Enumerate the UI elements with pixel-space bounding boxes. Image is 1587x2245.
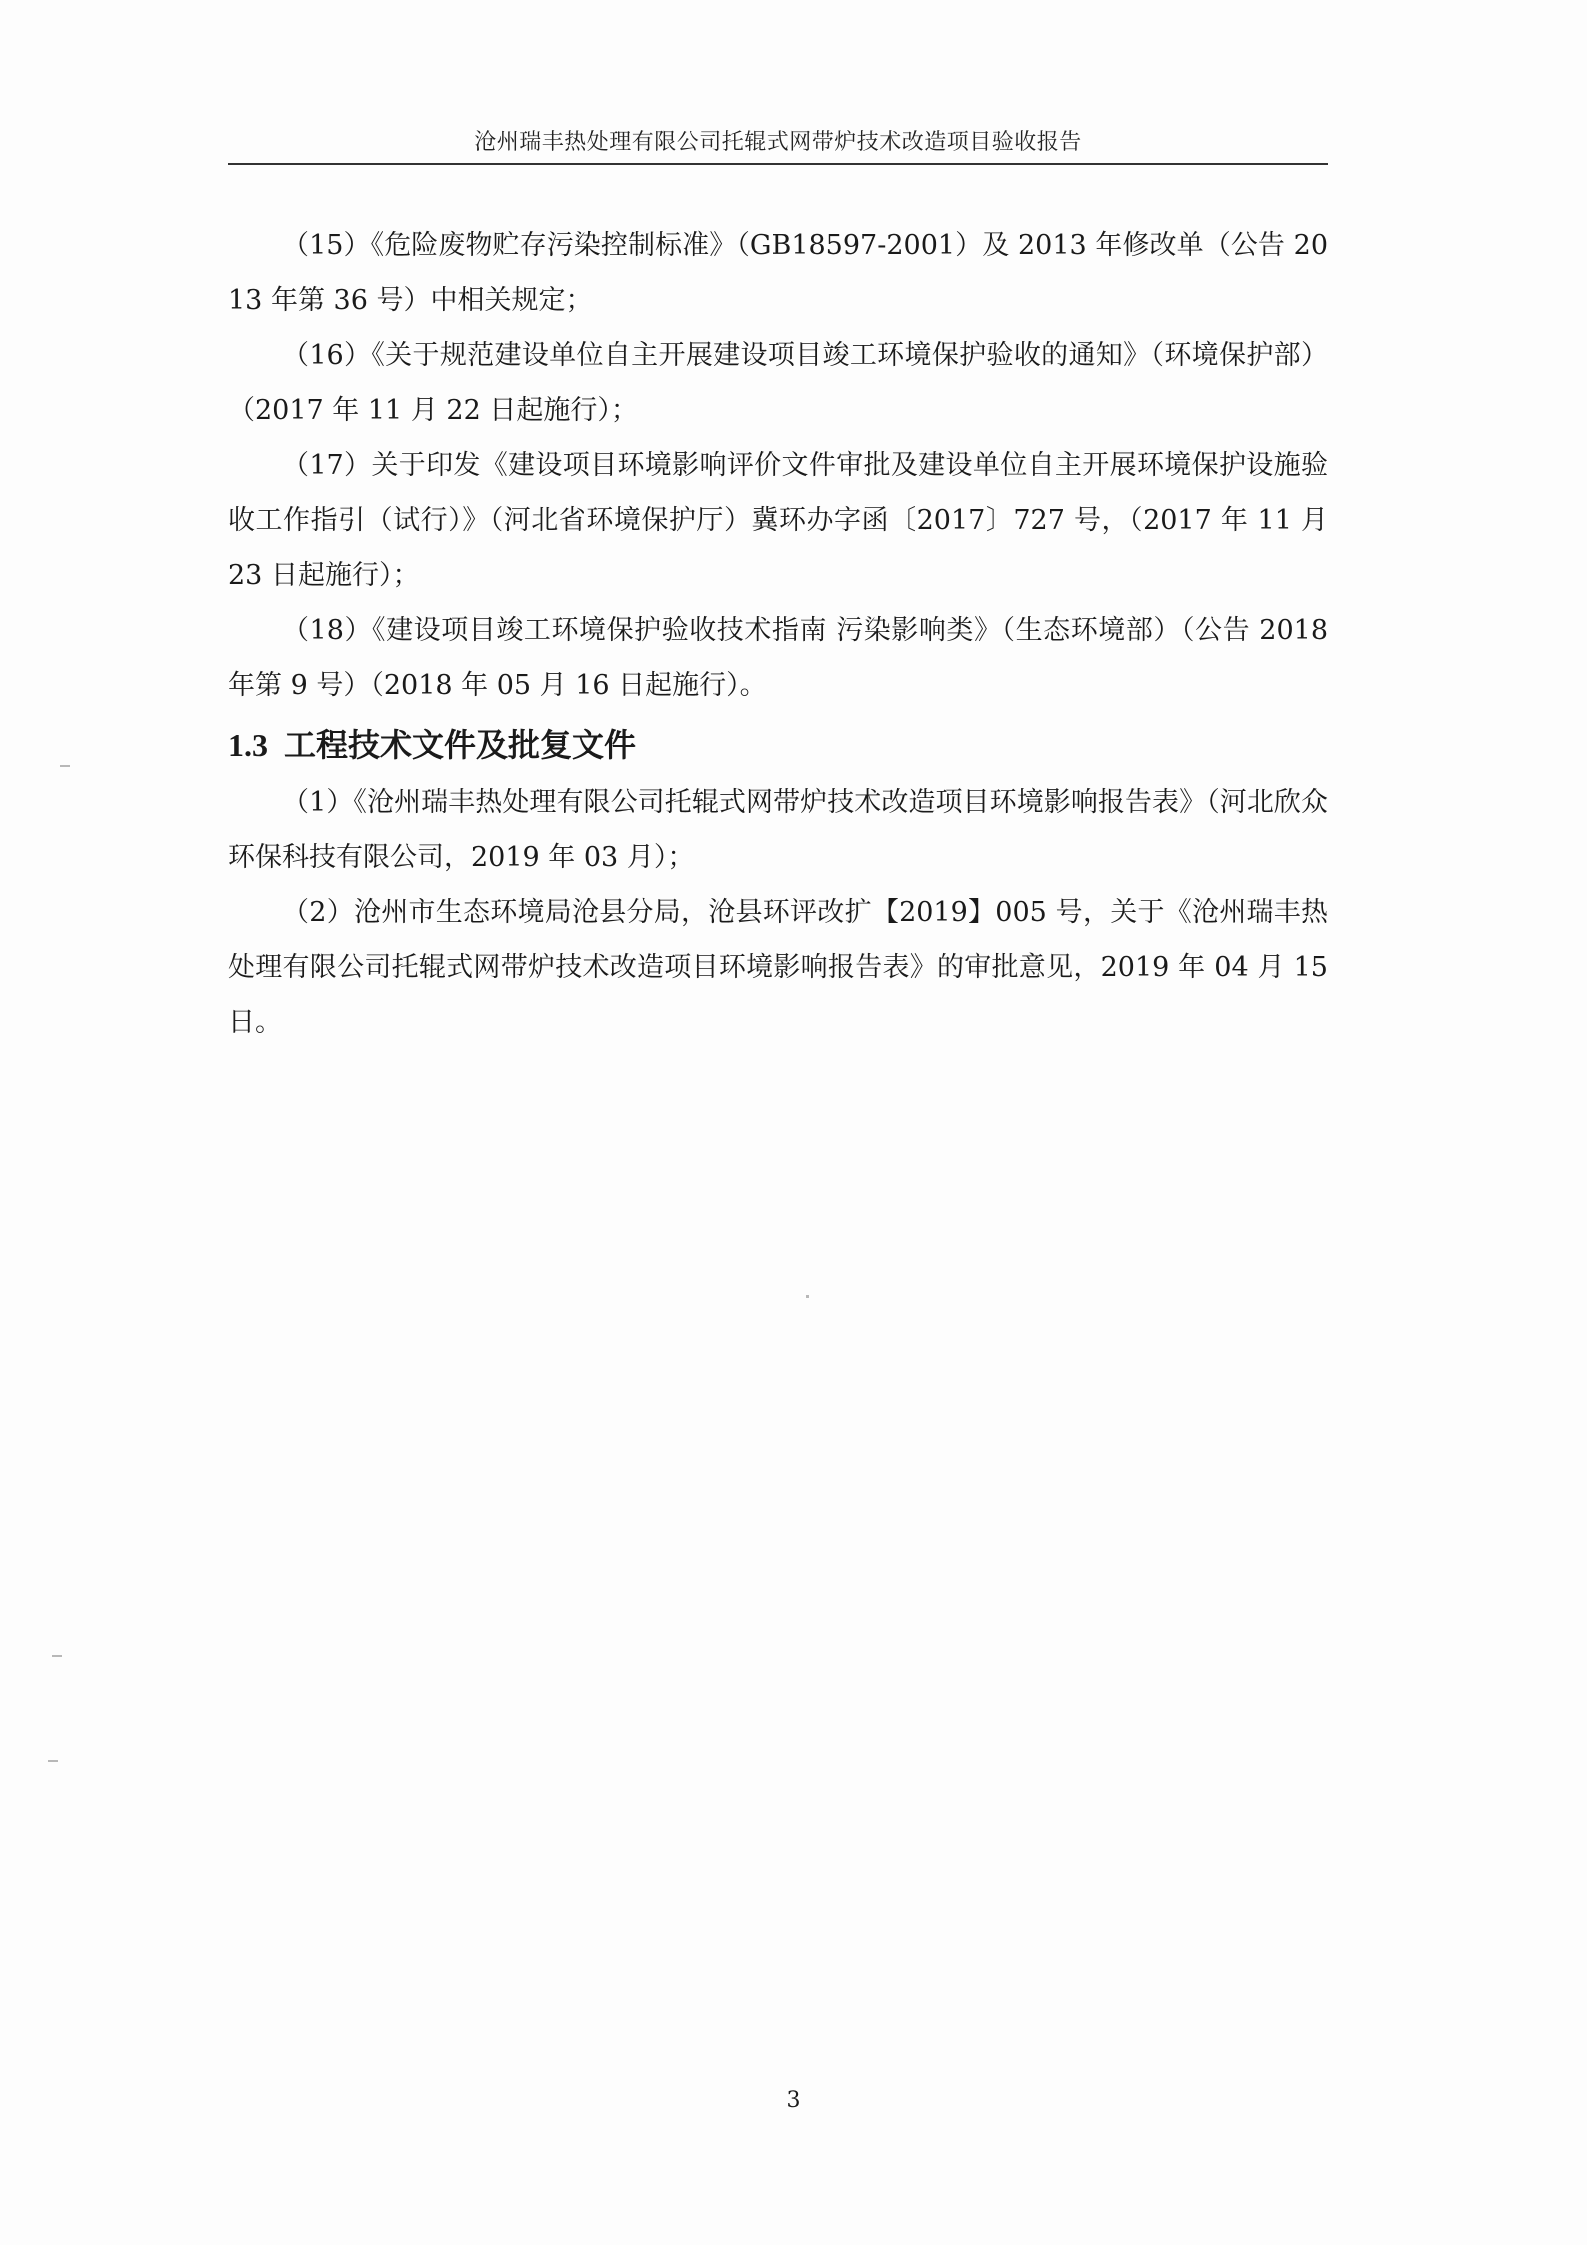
section-number: 1.3	[228, 727, 268, 763]
technical-document-item-1: （1）《沧州瑞丰热处理有限公司托辊式网带炉技术改造项目环境影响报告表》（河北欣众环保科技有限公司，2019 年 03 月）；	[228, 787, 1328, 873]
section-heading	[228, 715, 1328, 775]
scan-speck	[60, 765, 70, 767]
reference-item-15: （15）《危险废物贮存污染控制标准》（GB18597-2001）及 2013 年修改单（公告 2013 年第 36 号）中相关规定；	[228, 230, 1328, 316]
running-header: 沧州瑞丰热处理有限公司托辊式网带炉技术改造项目验收报告	[474, 130, 1082, 155]
scan-speck	[806, 1295, 809, 1298]
scan-speck	[52, 1655, 62, 1657]
document-body	[228, 218, 1328, 1050]
page-number: 3	[786, 2088, 801, 2113]
reference-item-18: （18）《建设项目竣工环境保护验收技术指南 污染影响类》（生态环境部）（公告 2018 年第 9 号）（2018 年 05 月 16 日起施行）。	[228, 615, 1328, 701]
section-title: 工程技术文件及批复文件	[284, 726, 637, 764]
scan-speck	[48, 1760, 58, 1762]
reference-item-16: （16）《关于规范建设单位自主开展建设项目竣工环境保护验收的通知》（环境保护部）（2017 年 11 月 22 日起施行）；	[228, 340, 1328, 426]
header-divider	[228, 163, 1328, 165]
technical-document-item-2: （2）沧州市生态环境局沧县分局，沧县环评改扩【2019】005 号，关于《沧州瑞丰热处理有限公司托辊式网带炉技术改造项目环境影响报告表》的审批意见，2019 年 04 月 15 日。	[228, 897, 1328, 1038]
reference-item-17: （17）关于印发《建设项目环境影响评价文件审批及建设单位自主开展环境保护设施验收工作指引（试行）》（河北省环境保护厅）冀环办字函〔2017〕727 号，（2017 年 11 月 23 日起施行）；	[228, 450, 1328, 591]
